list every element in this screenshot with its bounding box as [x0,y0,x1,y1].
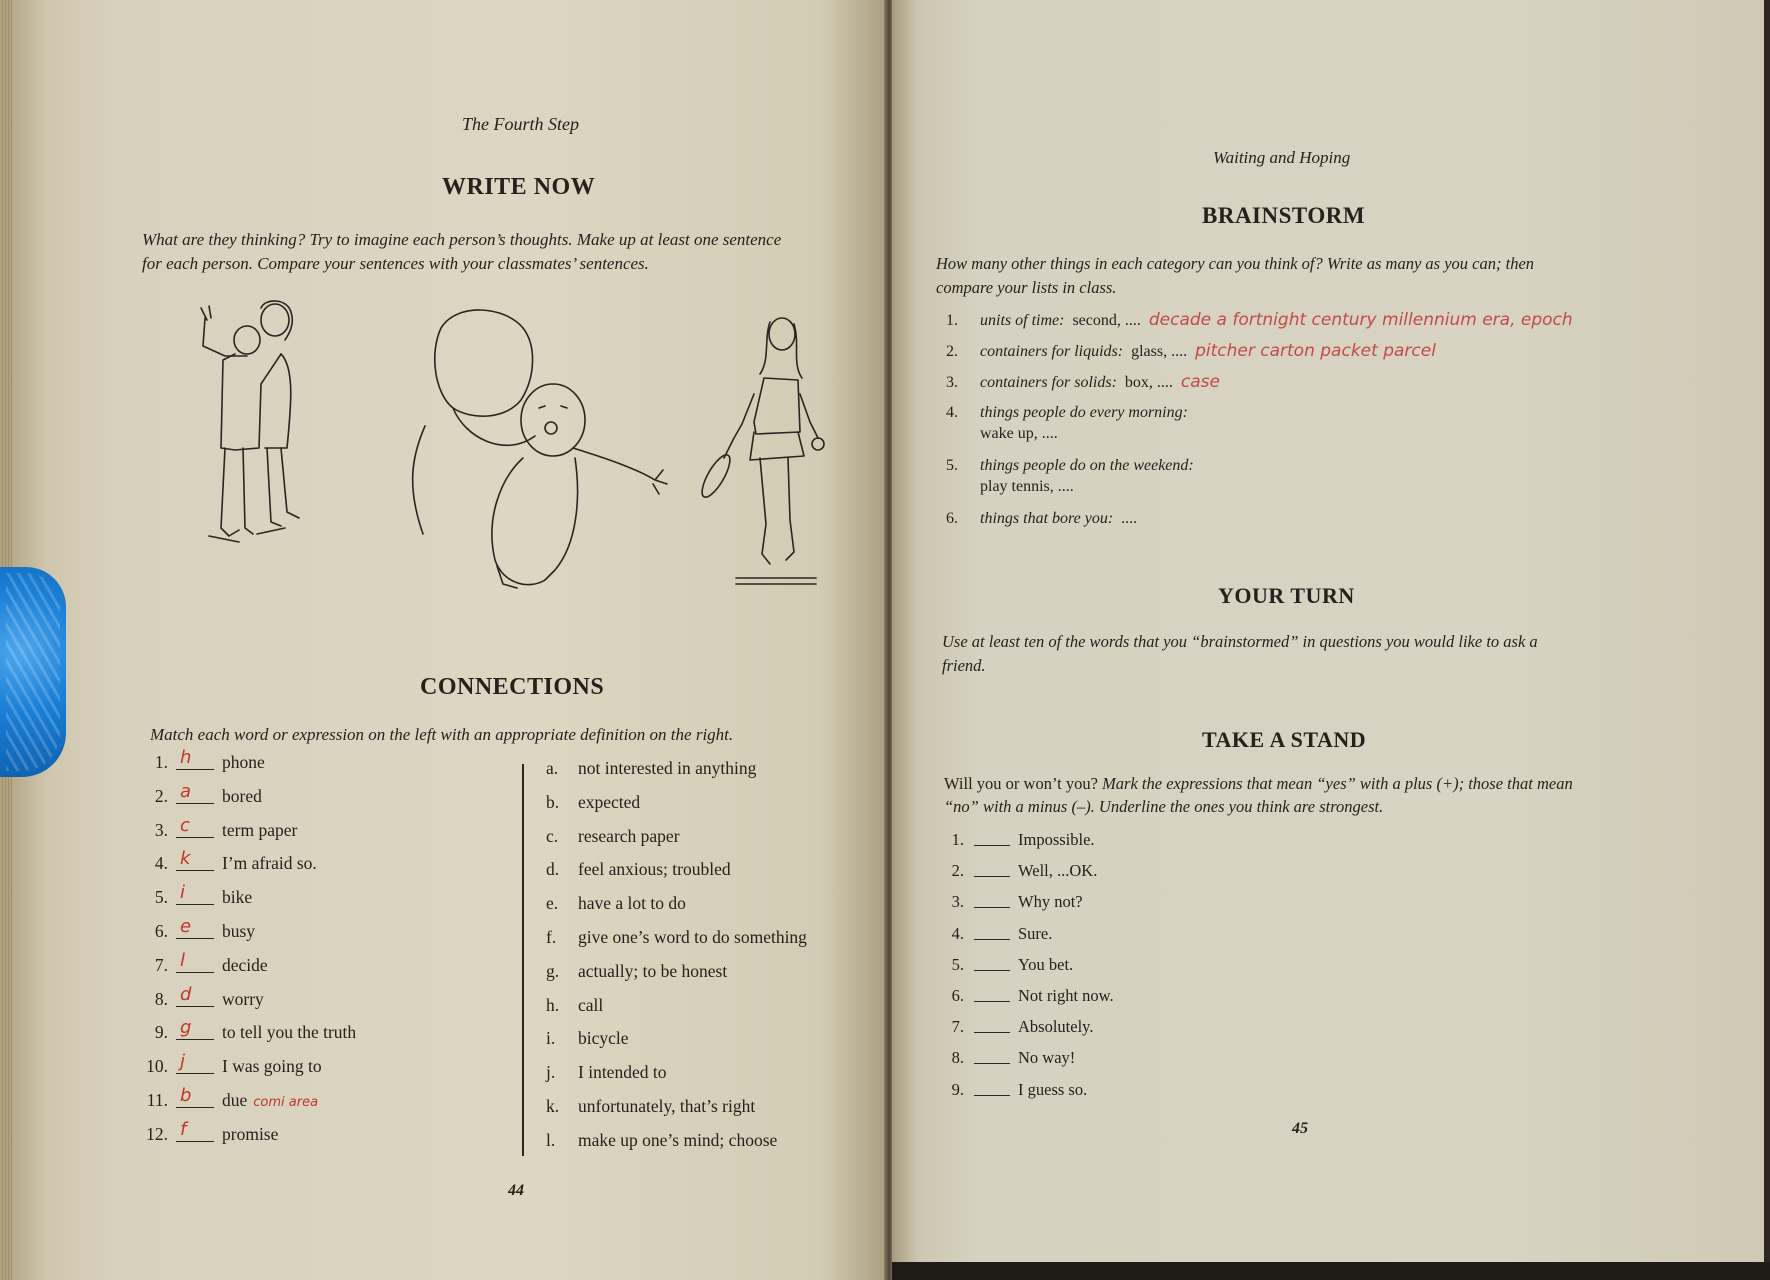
write-now-heading: WRITE NOW [442,174,596,200]
take-a-stand-heading: TAKE A STAND [1202,727,1367,752]
take-a-stand-number: 4. [951,923,964,943]
answer-blank[interactable] [974,1082,1010,1096]
answer-blank[interactable] [974,988,1010,1002]
mother-and-child-illustration [405,308,665,593]
brainstorm-category: units of time: [980,312,1065,329]
brainstorm-category: things people do every morning: [980,404,1188,421]
write-now-instructions-line1: What are they thinking? Try to imagine each person’s thoughts. Make up at least one sentence [142,230,782,249]
match-item [136,747,265,778]
match-item-term: busy [222,921,256,941]
answer-blank[interactable] [176,848,214,871]
take-a-stand-text: Sure. [1018,923,1053,943]
brainstorm-example: play tennis, .... [980,478,1074,495]
brainstorm-instructions-line2: compare your lists in class. [936,278,1117,297]
take-a-stand-text: I guess so. [1018,1079,1088,1099]
brainstorm-item-body [980,341,1436,362]
table-surface [892,1262,1770,1280]
brainstorm-example: box, .... [1124,374,1173,391]
brainstorm-category: containers for solids: [980,374,1117,391]
definition-letter: j. [546,1062,556,1083]
take-a-stand-number: 9. [951,1079,964,1099]
match-item [136,1085,319,1116]
match-item-term: bored [222,785,262,806]
brainstorm-item [946,508,1746,552]
brainstorm-item-number: 1. [946,312,958,329]
brainstorm-item-number: 6. [946,510,958,527]
definition-letter: b. [546,791,560,812]
definition-text: expected [578,791,641,812]
connections-heading: CONNECTIONS [420,674,605,700]
take-a-stand-item [938,924,1052,948]
handwritten-answer: j [180,1051,186,1073]
take-a-stand-item [938,861,1097,885]
answer-blank[interactable] [176,1017,214,1040]
write-now-instructions-line2: for each person. Compare your sentences with your classmates’ sentences. [142,254,649,273]
take-a-stand-item [938,892,1083,916]
match-item-number: 1. [154,752,168,772]
handwritten-answer: i [180,882,186,904]
take-a-stand-number: 5. [951,954,964,974]
definition-item [546,893,686,919]
match-item [136,848,317,879]
handwritten-answer: h [180,747,192,768]
brainstorm-item-body [980,310,1573,331]
brainstorm-item-body [980,372,1220,393]
match-item-number: 5. [154,887,168,908]
brainstorm-category: things people do on the weekend: [980,457,1194,474]
definition-text: feel anxious; troubled [578,859,731,880]
answer-blank[interactable] [176,983,214,1007]
definition-text: make up one’s mind; choose [578,1129,778,1150]
handwritten-answers: case [1180,372,1220,392]
answer-blank[interactable] [176,949,214,973]
definition-text: not interested in anything [578,758,757,778]
brainstorm-item [946,402,1746,446]
brainstorm-category: containers for liquids: [980,343,1124,360]
match-item [136,780,262,812]
take-a-stand-item [938,830,1095,854]
answer-blank[interactable] [176,1085,214,1108]
match-item-number: 3. [154,819,168,840]
brainstorm-instructions-line1: How many other things in each category can you think of? Write as many as you can; then [936,254,1535,273]
your-turn-instructions-line1: Use at least ten of the words that you “brainstormed” in questions you would like to ask a [942,632,1538,651]
handwritten-answer: g [180,1017,192,1039]
answer-blank[interactable] [176,1118,214,1142]
definition-letter: a. [546,758,559,778]
brainstorm-item-number: 5. [946,457,958,474]
handwritten-answer: e [180,916,192,937]
take-a-stand-text: You bet. [1018,954,1074,974]
match-item [136,1017,357,1048]
brainstorm-category: things that bore you: [980,510,1114,527]
match-item-term: I was going to [222,1056,322,1077]
take-a-stand-item [938,986,1114,1010]
answer-blank[interactable] [974,863,1010,877]
match-item-number: 8. [154,988,168,1009]
definition-item [546,961,727,987]
take-a-stand-number: 1. [951,830,964,849]
match-item-number: 10. [146,1056,168,1077]
match-item-number: 12. [146,1123,168,1144]
answer-blank[interactable] [176,814,214,838]
brainstorm-example: wake up, .... [980,425,1058,442]
brainstorm-item [946,455,1746,499]
definition-item [546,1062,666,1088]
take-a-stand-text: No way! [1018,1048,1076,1068]
answer-blank[interactable] [974,832,1010,846]
right-page-number: 45 [1292,1120,1308,1137]
connections-instructions: Match each word or expression on the left with an appropriate definition on the right. [150,725,734,744]
take-a-stand-number: 8. [951,1048,964,1068]
handwritten-answer: c [180,814,190,836]
definition-letter: g. [546,960,560,981]
definition-text: call [578,994,604,1015]
definition-item [546,927,807,953]
match-item [136,949,268,981]
take-a-stand-item [938,1017,1093,1041]
take-a-stand-number: 6. [951,986,964,1005]
brainstorm-example: second, .... [1072,312,1141,329]
match-item-term: promise [222,1123,279,1144]
your-turn-heading: YOUR TURN [1218,583,1355,608]
match-item-number: 2. [154,785,168,806]
match-item-number: 4. [154,853,168,874]
answer-blank[interactable] [974,957,1010,971]
match-item-term: phone [222,752,265,772]
right-running-head: Waiting and Hoping [1213,148,1351,167]
left-running-head: The Fourth Step [462,114,579,134]
answer-blank[interactable] [974,926,1010,940]
take-a-stand-text: Why not? [1018,892,1083,912]
answer-blank[interactable] [974,1050,1010,1064]
left-page-number: 44 [508,1182,524,1199]
take-a-stand-item [938,1080,1087,1104]
answer-blank[interactable] [176,916,214,939]
your-turn-instructions [942,630,1538,678]
definition-letter: i. [546,1028,556,1049]
write-now-instructions [142,228,882,276]
definition-item [546,792,640,818]
match-item [136,983,264,1015]
match-item-number: 11. [146,1090,168,1110]
match-item-number: 9. [154,1022,168,1043]
brainstorm-heading: BRAINSTORM [1202,203,1366,228]
definition-text: research paper [578,825,680,846]
match-item [136,814,298,846]
brainstorm-item-body [980,402,1188,444]
definition-letter: d. [546,859,560,880]
handwritten-answers: pitcher carton packet parcel [1195,341,1436,361]
definition-text: actually; to be honest [578,960,728,981]
take-a-stand-number: 2. [951,861,964,881]
definition-letter: c. [546,825,559,846]
definition-letter: e. [546,893,559,914]
definition-item [546,1130,777,1156]
handwritten-answer: k [180,848,191,870]
brainstorm-item-number: 2. [946,343,958,360]
column-divider [522,764,524,1156]
handwritten-margin-note: comi area [253,1095,319,1110]
definition-text: unfortunately, that’s right [578,1096,756,1116]
dancing-couple-illustration [195,298,315,558]
handwritten-answer: b [180,1085,192,1106]
match-item-term: to tell you the truth [222,1022,357,1043]
definition-text: give one’s word to do something [578,927,807,947]
brainstorm-item-number: 3. [946,374,958,391]
answer-blank[interactable] [176,882,214,905]
blue-bookmark [0,567,66,777]
definition-item [546,995,603,1021]
handwritten-answer: l [180,949,186,971]
definition-letter: k. [546,1096,560,1116]
take-a-stand-item [938,955,1073,979]
take-a-stand-instructions [944,772,1573,818]
handwritten-answer: d [180,983,192,1005]
definition-item [546,758,756,784]
definition-letter: l. [546,1129,556,1150]
match-item [136,1118,279,1150]
definition-item [546,1028,629,1054]
definition-letter: f. [546,927,557,947]
definition-item [546,826,680,852]
match-item-term: worry [222,988,264,1009]
match-item [136,916,256,947]
answer-blank[interactable] [974,894,1010,908]
definition-text: I intended to [578,1062,667,1083]
brainstorm-item-body [980,455,1194,497]
handwritten-answer: f [180,1118,187,1140]
definition-text: have a lot to do [578,893,686,914]
take-a-stand-text: Impossible. [1018,830,1095,849]
take-a-stand-instructions-line2: “no” with a minus (–). Underline the ones you think are strongest. [944,797,1384,816]
brainstorm-example: .... [1121,510,1138,527]
answer-blank[interactable] [176,780,214,804]
answer-blank[interactable] [176,1051,214,1074]
take-a-stand-number: 7. [951,1017,964,1037]
take-a-stand-instructions-line1: Mark the expressions that mean “yes” with a plus (+); those that mean [1102,774,1573,793]
match-item-term: bike [222,887,253,908]
take-a-stand-lead: Will you or won’t you? [944,774,1098,793]
take-a-stand-text: Not right now. [1018,986,1114,1005]
match-item-number: 7. [154,954,168,975]
definition-text: bicycle [578,1028,629,1049]
answer-blank[interactable] [176,747,214,770]
match-item [136,1051,322,1082]
match-item-number: 6. [154,921,168,941]
match-item-term: decide [222,954,268,975]
brainstorm-item-body [980,508,1137,529]
answer-blank[interactable] [974,1019,1010,1033]
brainstorm-example: glass, .... [1131,343,1188,360]
handwritten-answers: decade a fortnight century millennium era, epoch [1148,310,1573,330]
brainstorm-instructions [936,252,1534,300]
take-a-stand-item [938,1048,1075,1072]
definition-item [546,859,731,885]
match-item-term: term paper [222,819,298,840]
match-item-term: due [222,1090,248,1110]
definition-letter: h. [546,994,560,1015]
your-turn-instructions-line2: friend. [942,656,986,675]
take-a-stand-text: Absolutely. [1018,1017,1094,1037]
handwritten-answer: a [180,780,192,802]
tennis-player-illustration [690,314,830,584]
match-item-term: I’m afraid so. [222,853,317,874]
brainstorm-item-number: 4. [946,404,958,421]
take-a-stand-text: Well, ...OK. [1018,861,1098,881]
definition-item [546,1096,755,1122]
match-item [136,882,253,913]
take-a-stand-number: 3. [951,892,964,912]
